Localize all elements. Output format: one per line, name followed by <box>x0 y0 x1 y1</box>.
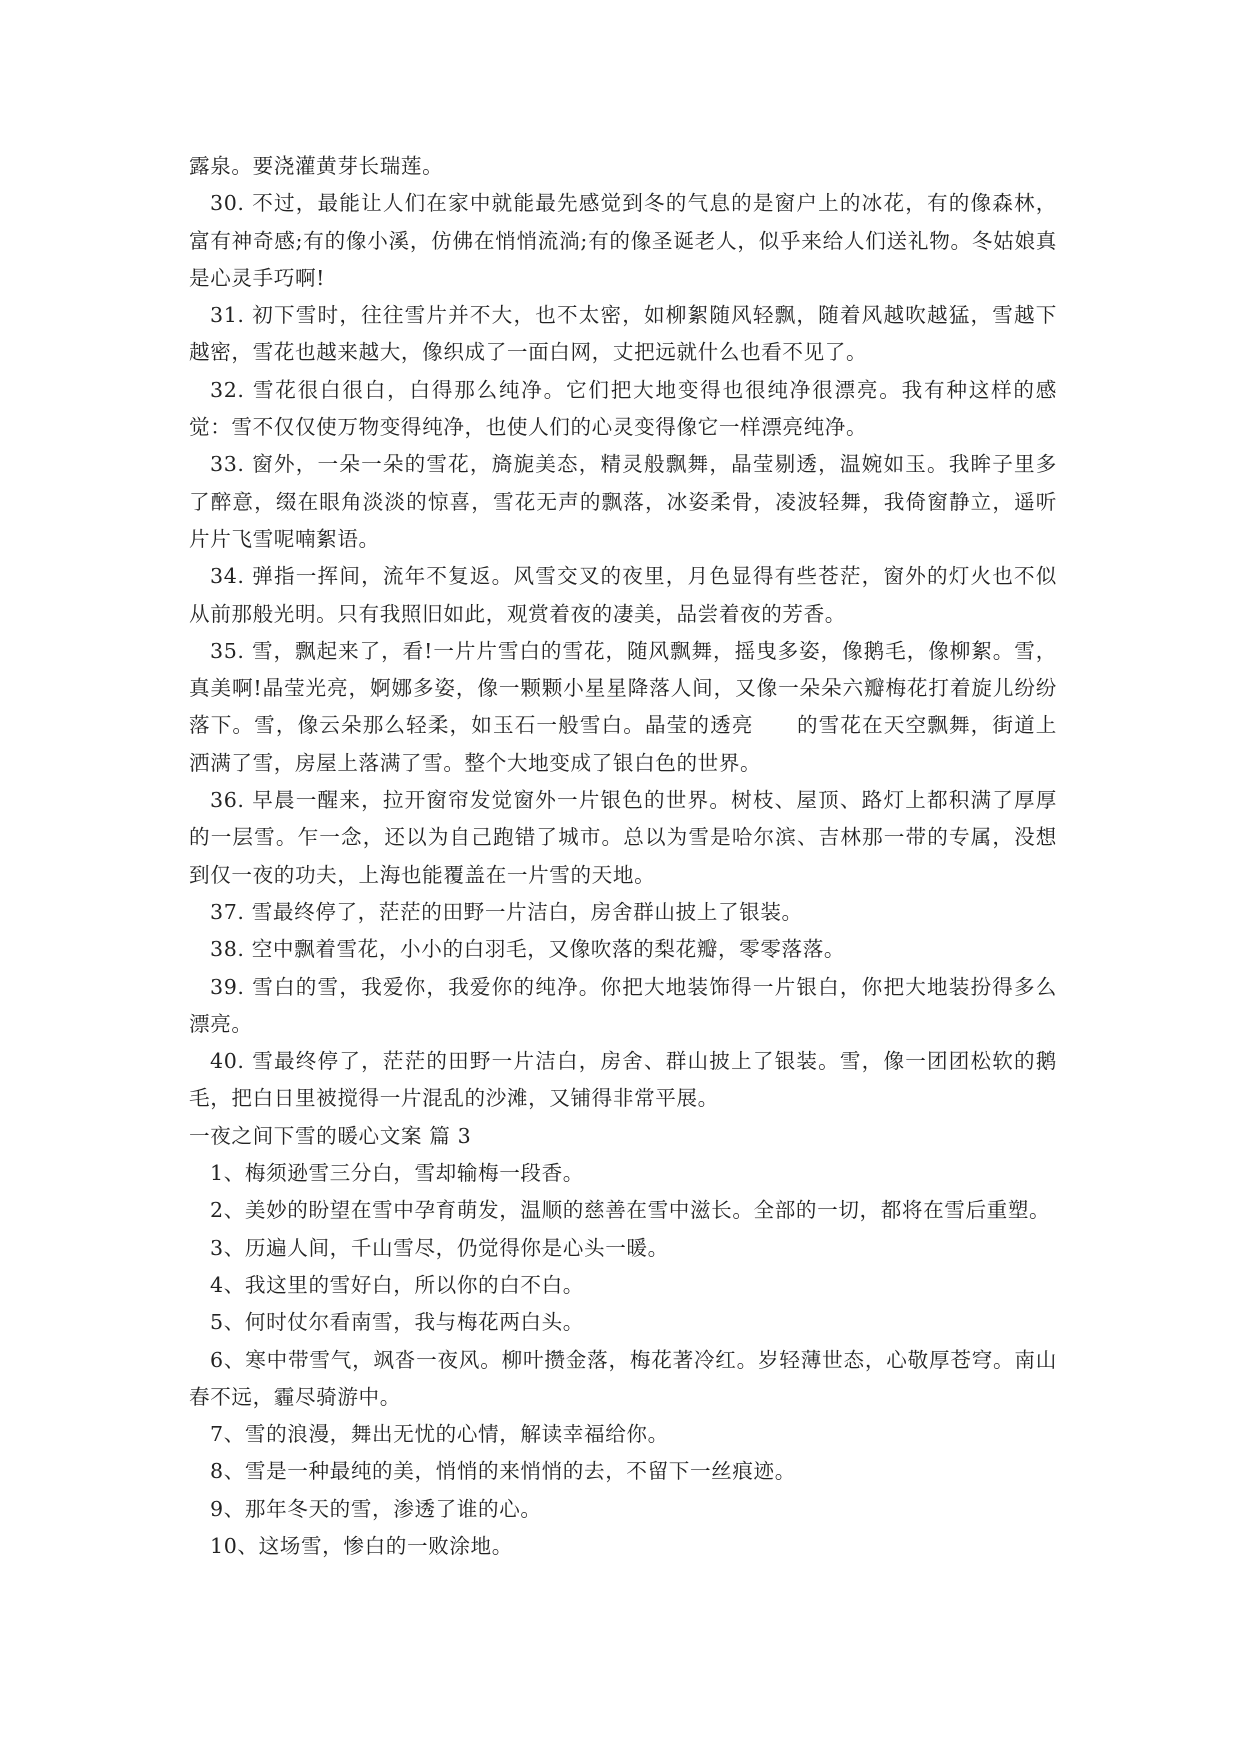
list-item: 3、历遍人间，千山雪尽，仍觉得你是心头一暖。 <box>210 1235 669 1260</box>
list-item: 8、雪是一种最纯的美，悄悄的来悄悄的去，不留下一丝痕迹。 <box>210 1459 796 1484</box>
list-item: 10、这场雪，惨白的一败涂地。 <box>210 1533 513 1558</box>
lead-paragraph: 露泉。要浇灌黄芽长瑞莲。 <box>189 154 444 178</box>
list-item: 33. 窗外，一朵一朵的雪花，旖旎美态，精灵般飘舞，晶莹剔透，温婉如玉。我眸子里多了醉意，缀在眼角淡淡的惊喜，雪花无声的飘落，冰姿柔骨，凌波轻舞，我倚窗静立，遥听片片飞雪呢喃絮语。 <box>189 452 1057 551</box>
list-item: 9、那年冬天的雪，渗透了谁的心。 <box>210 1496 542 1521</box>
list-item: 4、我这里的雪好白，所以你的白不白。 <box>210 1272 584 1297</box>
document-body <box>189 148 1057 1565</box>
list-item: 1、梅须逊雪三分白，雪却输梅一段香。 <box>210 1161 584 1186</box>
list-item: 40. 雪最终停了，茫茫的田野一片洁白，房舍、群山披上了银装。雪，像一团团松软的鹅毛，把白日里被搅得一片混乱的沙滩，又铺得非常平展。 <box>189 1049 1057 1111</box>
section-heading: 一夜之间下雪的暖心文案 篇 3 <box>189 1123 472 1148</box>
list-item: 39. 雪白的雪，我爱你，我爱你的纯净。你把大地装饰得一片银白，你把大地装扮得多么漂亮。 <box>189 974 1057 1036</box>
list-item: 31. 初下雪时，往往雪片并不大，也不太密，如柳絮随风轻飘，随着风越吹越猛，雪越下越密，雪花也越来越大，像织成了一面白网，丈把远就什么也看不见了。 <box>189 303 1057 365</box>
list-item: 32. 雪花很白很白，白得那么纯净。它们把大地变得也很纯净很漂亮。我有种这样的感觉：雪不仅仅使万物变得纯净，也使人们的心灵变得像它一样漂亮纯净。 <box>189 377 1057 440</box>
list-item: 30. 不过，最能让人们在家中就能最先感觉到冬的气息的是窗户上的冰花，有的像森林，富有神奇感;有的像小溪，仿佛在悄悄流淌;有的像圣诞老人，似乎来给人们送礼物。冬姑娘真是心灵手巧啊! <box>189 191 1057 290</box>
list-item: 2、美妙的盼望在雪中孕育萌发，温顺的慈善在雪中滋长。全部的一切，都将在雪后重塑。 <box>210 1198 1051 1223</box>
list-item: 5、何时仗尔看南雪，我与梅花两白头。 <box>210 1310 584 1335</box>
list-item: 36. 早晨一醒来，拉开窗帘发觉窗外一片银色的世界。树枝、屋顶、路灯上都积满了厚厚的一层雪。乍一念，还以为自己跑错了城市。总以为雪是哈尔滨、吉林那一带的专属，没想到仅一夜的功夫，上海也能覆盖在一片雪的天地。 <box>189 788 1057 887</box>
list-item: 37. 雪最终停了，茫茫的田野一片洁白，房舍群山披上了银装。 <box>210 899 803 924</box>
list-item: 38. 空中飘着雪花，小小的白羽毛，又像吹落的梨花瓣，零零落落。 <box>210 937 846 962</box>
list-item: 7、雪的浪漫，舞出无忧的心情，解读幸福给你。 <box>210 1422 669 1447</box>
list-item: 34. 弹指一挥间，流年不复返。风雪交叉的夜里，月色显得有些苍茫，窗外的灯火也不似从前那般光明。只有我照旧如此，观赏着夜的凄美，品尝着夜的芳香。 <box>189 564 1057 626</box>
list-item: 35. 雪，飘起来了，看!一片片雪白的雪花，随风飘舞，摇曳多姿，像鹅毛，像柳絮。雪，真美啊!晶莹光亮，婀娜多姿，像一颗颗小星星降落人间，又像一朵朵六瓣梅花打着旋儿纷纷落下。雪，像云朵那么轻柔，如玉石一般雪白。晶莹的透亮 的雪花在天空飘舞，街道上洒满了雪，房屋上落满了雪。整个大地变成了银白色的世界。 <box>189 638 1057 775</box>
list-item: 6、寒中带雪气，飒沓一夜风。柳叶攒金落，梅花著冷红。岁轻薄世态，心敬厚苍穹。南山春不远，霾尽骑游中。 <box>189 1347 1057 1409</box>
